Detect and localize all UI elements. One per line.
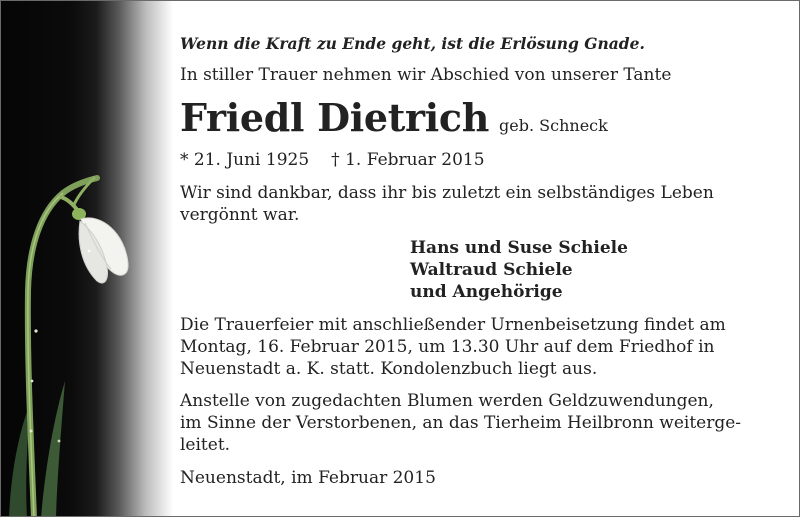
donation-line: leitet. <box>180 435 231 455</box>
ceremony-line: Montag, 16. Februar 2015, um 13.30 Uhr auf dem Friedhof in <box>180 337 715 357</box>
signatory: und Angehörige <box>410 282 563 302</box>
ceremony-line: Die Trauerfeier mit anschließender Urnenbeisetzung findet am <box>180 315 726 335</box>
ceremony-line: Neuenstadt a. K. statt. Kondolenzbuch liegt aus. <box>180 359 598 379</box>
life-dates <box>180 149 485 171</box>
snowdrop-photo <box>1 1 176 517</box>
place-date: Neuenstadt, im Februar 2015 <box>180 468 436 488</box>
intro-line: In stiller Trauer nehmen wir Abschied von unserer Tante <box>180 65 672 85</box>
signatory: Hans und Suse Schiele <box>410 238 628 258</box>
signatory: Waltraud Schiele <box>410 260 573 280</box>
thanks-line: vergönnt war. <box>180 205 300 225</box>
birth-name: geb. Schneck <box>499 116 608 135</box>
donation-line: im Sinne der Verstorbenen, an das Tierheim Heilbronn weiterge- <box>180 413 742 433</box>
snowdrop-flower-icon <box>1 1 176 517</box>
donation-line: Anstelle von zugedachten Blumen werden Geldzuwendungen, <box>180 391 714 411</box>
deceased-name: Friedl Dietrich <box>180 95 490 140</box>
motto: Wenn die Kraft zu Ende geht, ist die Erlösung Gnade. <box>180 34 645 53</box>
thanks-line: Wir sind dankbar, dass ihr bis zuletzt ein selbständiges Leben <box>180 183 714 203</box>
deceased-name-block <box>180 96 608 148</box>
death-date: † 1. Februar 2015 <box>331 150 485 170</box>
birth-date: * 21. Juni 1925 <box>180 150 310 170</box>
